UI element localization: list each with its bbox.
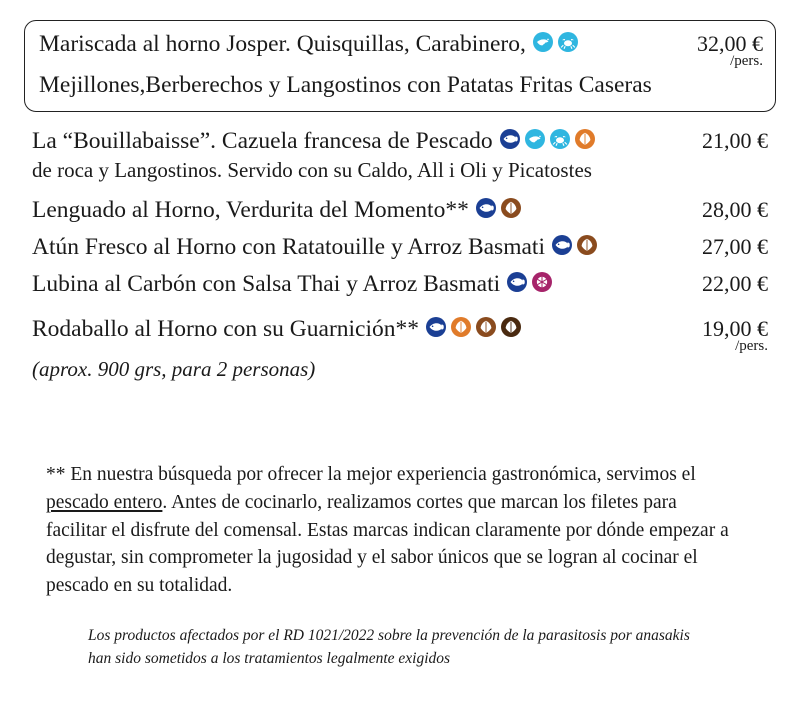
featured-dish-left xyxy=(39,29,683,60)
featured-dish-row xyxy=(39,29,763,70)
dish-left xyxy=(32,195,688,226)
dish-price-wrap xyxy=(688,234,768,260)
list-item xyxy=(32,195,768,226)
dish-price: 19,00 € xyxy=(702,315,768,341)
featured-dish-price-wrap xyxy=(683,31,763,70)
featured-dish-name-line1: Mariscada al horno Josper. Quisquillas, Carabinero, xyxy=(39,31,526,57)
legal-note xyxy=(46,624,740,671)
dish-per-unit: /pers. xyxy=(735,337,768,354)
mollusc-icon-brown xyxy=(576,234,598,256)
mollusc-icon-dark xyxy=(500,316,522,338)
shrimp-icon-light-blue xyxy=(524,128,546,150)
dish-price: 22,00 € xyxy=(702,270,768,296)
list-item xyxy=(32,269,768,300)
dish-price-wrap xyxy=(688,128,768,154)
dish-left xyxy=(32,232,688,263)
dish-allergen-icons xyxy=(551,234,598,256)
crab-icon-light-blue xyxy=(557,31,579,53)
dish-name: Lubina al Carbón con Salsa Thai y Arroz Basmati xyxy=(32,270,501,297)
dish-price: 21,00 € xyxy=(702,128,768,154)
dish-allergen-icons xyxy=(506,271,553,293)
menu-page xyxy=(0,20,800,724)
dish-price-wrap xyxy=(688,316,768,355)
featured-dish-per-unit: /pers. xyxy=(730,53,763,69)
dish-allergen-icons xyxy=(475,197,522,219)
featured-dish-name-line2: Mejillones,Berberechos y Langostinos con Patatas Fritas Caseras xyxy=(39,72,652,98)
featured-dish-box xyxy=(24,20,776,112)
dish-row xyxy=(32,269,768,300)
dish-row xyxy=(32,314,768,355)
dish-price: 28,00 € xyxy=(702,196,768,222)
dish-row xyxy=(32,195,768,226)
mollusc-icon-brown xyxy=(475,316,497,338)
mollusc-icon-orange xyxy=(574,128,596,150)
dish-name: Atún Fresco al Horno con Ratatouille y Arroz Basmati xyxy=(32,233,545,260)
asterisk-note xyxy=(46,461,740,599)
dish-price-wrap xyxy=(688,271,768,297)
fish-icon-blue xyxy=(506,271,528,293)
dish-row xyxy=(32,232,768,263)
dish-price: 27,00 € xyxy=(702,233,768,259)
fish-icon-blue xyxy=(499,128,521,150)
dish-name: Lenguado al Horno, Verdurita del Momento** xyxy=(32,196,469,223)
featured-dish-price: 32,00 € xyxy=(697,31,763,56)
note-underlined-text: pescado entero xyxy=(46,491,163,513)
fish-icon-blue xyxy=(425,316,447,338)
fish-icon-blue xyxy=(551,234,573,256)
dish-allergen-icons xyxy=(499,128,596,150)
featured-dish-allergen-icons xyxy=(532,31,579,53)
dish-left xyxy=(32,314,688,345)
dish-price-wrap xyxy=(688,197,768,223)
dish-name: Rodaballo al Horno con su Guarnición** xyxy=(32,315,420,342)
mollusc-icon-orange xyxy=(450,316,472,338)
note-text-after: . Antes de cocinarlo, realizamos cortes que marcan los filetes para facilitar el disfrute del comensal. Estas marcas indican claramente por dónde empezar a degustar, sin comprometer la jugosidad y el sabor únicos que se logran al cocinar el pescado en su totalidad. xyxy=(46,491,729,596)
note-text-before: En nuestra búsqueda por ofrecer la mejor experiencia gastronómica, servimos el xyxy=(65,464,696,486)
dish-name: La “Bouillabaisse”. Cazuela francesa de Pescado xyxy=(32,128,493,155)
shrimp-icon-light-blue xyxy=(532,31,554,53)
dish-row xyxy=(32,126,768,157)
legal-note-line1: Los productos afectados por el RD 1021/2022 sobre la prevención de la parasitosis por anasakis xyxy=(88,626,690,644)
dish-allergen-icons xyxy=(425,316,522,338)
dish-subtitle: (aprox. 900 grs, para 2 personas) xyxy=(32,356,316,381)
nut-icon-purple xyxy=(531,271,553,293)
crab-icon-light-blue xyxy=(549,128,571,150)
dish-left xyxy=(32,126,688,157)
list-item xyxy=(32,232,768,263)
fish-icon-blue xyxy=(475,197,497,219)
dish-subtitle: de roca y Langostinos. Servido con su Caldo, All i Oli y Picatostes xyxy=(32,158,592,183)
legal-note-line2: han sido sometidos a los tratamientos legalmente exigidos xyxy=(88,649,451,667)
mollusc-icon-brown xyxy=(500,197,522,219)
dish-list xyxy=(24,126,776,383)
dish-left xyxy=(32,269,688,300)
list-item xyxy=(32,314,768,383)
notes-section xyxy=(24,461,776,670)
list-item xyxy=(32,126,768,185)
note-asterisks: ** xyxy=(46,464,66,486)
